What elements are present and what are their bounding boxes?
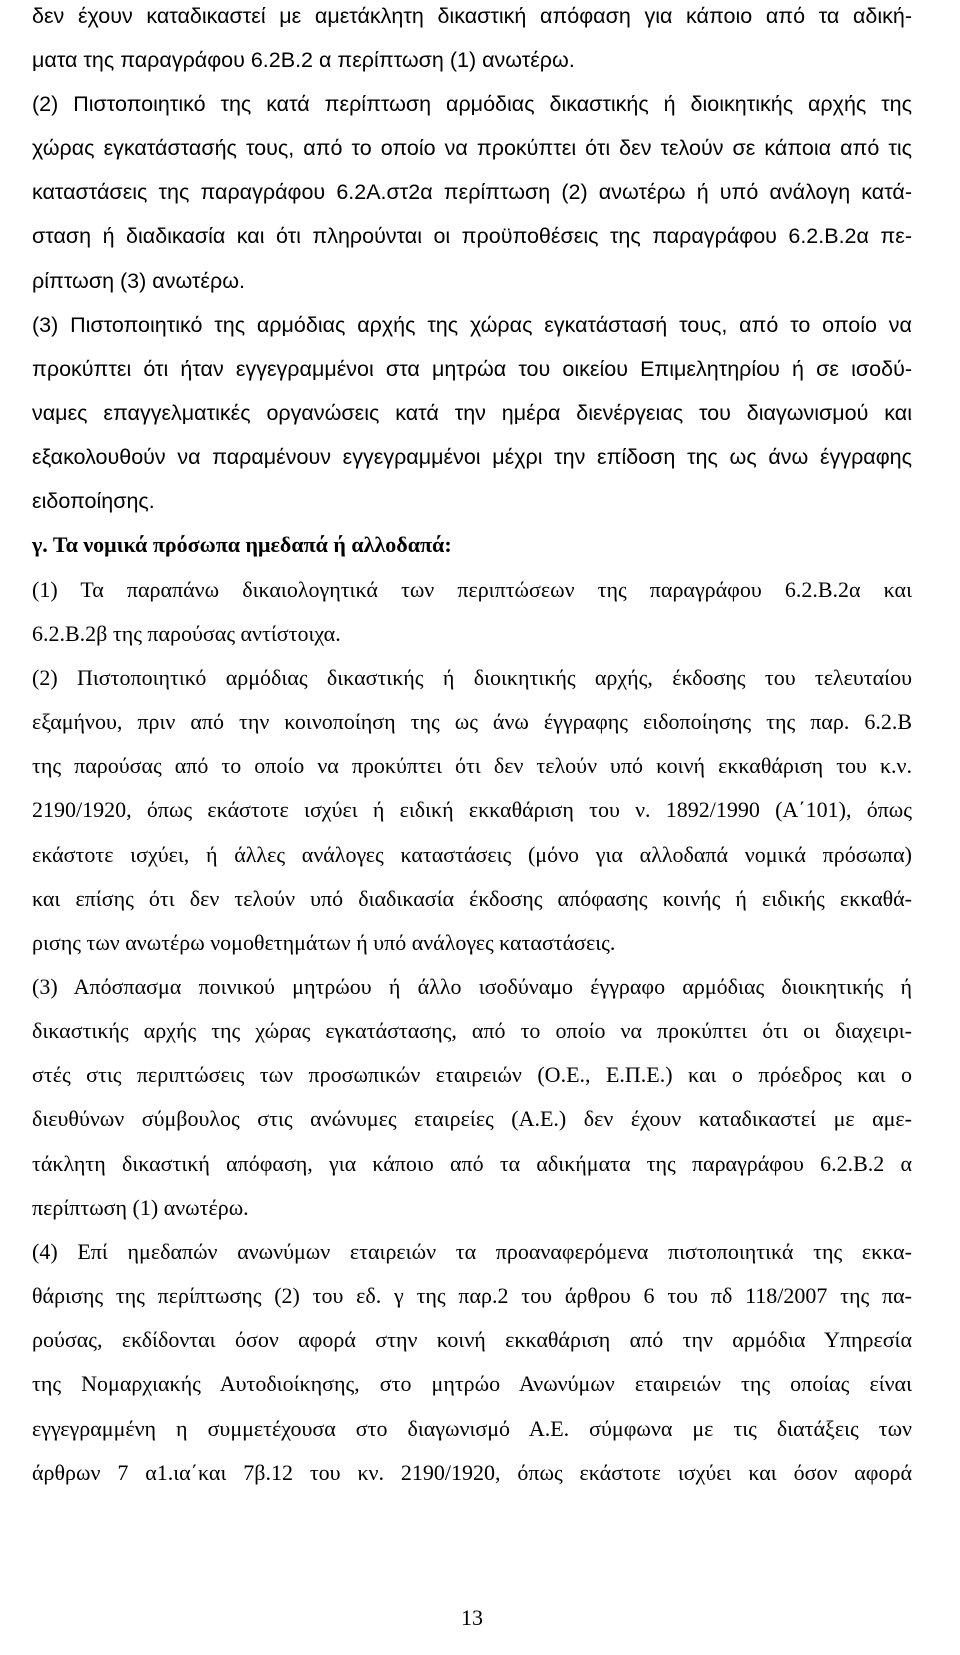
text-line: προκύπτει ότι ήταν εγγεγραμμένοι στα μητρώα του οικείου Επιμελητηρίου ή σε ισοδύ- xyxy=(32,357,912,381)
text-line: ρισης των ανωτέρω νομοθετημάτων ή υπό ανάλογες καταστάσεις. xyxy=(32,930,616,955)
text-line: δικαστικής αρχής της χώρας εγκατάστασης, από το οποίο να προκύπτει ότι οι διαχειρι- xyxy=(32,1018,912,1043)
text-line: περίπτωση (1) ανωτέρω. xyxy=(32,1195,249,1220)
text-line: (4) Επί ημεδαπών ανωνύμων εταιρειών τα προαναφερόμενα πιστοποιητικά της εκκα- xyxy=(32,1239,912,1264)
text-line: εξαμήνου, πριν από την κοινοποίηση της ως άνω έγγραφης ειδοποίησης της παρ. 6.2.Β xyxy=(32,709,912,734)
text-line: 2190/1920, όπως εκάστοτε ισχύει ή ειδική εκκαθάριση του ν. 1892/1990 (Α΄101), όπως xyxy=(32,797,912,822)
text-line: (2) Πιστοποιητικό της κατά περίπτωση αρμόδιας δικαστικής ή διοικητικής αρχής της xyxy=(32,92,912,116)
text-line: της παρούσας από το οποίο να προκύπτει ότι δεν τελούν υπό κοινή εκκαθάριση του κ.ν. xyxy=(32,753,912,778)
text-line: άρθρων 7 α1.ια΄και 7β.12 του κν. 2190/1920, όπως εκάστοτε ισχύει και όσον αφορά xyxy=(32,1460,912,1485)
text-line: σταση ή διαδικασία και ότι πληρούνται οι προϋποθέσεις της παραγράφου 6.2.Β.2α πε- xyxy=(32,224,912,248)
text-line: διευθύνων σύμβουλος στις ανώνυμες εταιρείες (Α.Ε.) δεν έχουν καταδικαστεί με αμε- xyxy=(32,1106,912,1131)
text-line: στές στις περιπτώσεις των προσωπικών εταιρειών (Ο.Ε., Ε.Π.Ε.) και ο πρόεδρος και ο xyxy=(32,1062,912,1087)
text-line: ρίπτωση (3) ανωτέρω. xyxy=(32,269,245,293)
page-number: 13 xyxy=(461,1605,483,1630)
text-line: θάρισης της περίπτωσης (2) του εδ. γ της παρ.2 του άρθρου 6 του πδ 118/2007 της πα- xyxy=(32,1283,912,1308)
text-line: και επίσης ότι δεν τελούν υπό διαδικασία έκδοσης απόφασης κοινής ή ειδικής εκκαθά- xyxy=(32,886,912,911)
section-heading: γ. Τα νομικά πρόσωπα ημεδαπά ή αλλοδαπά: xyxy=(32,532,452,557)
text-line: καταστάσεις της παραγράφου 6.2Α.στ2α περίπτωση (2) ανωτέρω ή υπό ανάλογη κατά- xyxy=(32,180,912,204)
text-line: εκάστοτε ισχύει, ή άλλες ανάλογες καταστάσεις (μόνο για αλλοδαπά νομικά πρόσωπα) xyxy=(32,842,912,867)
text-line: (1) Τα παραπάνω δικαιολογητικά των περιπτώσεων της παραγράφου 6.2.Β.2α και xyxy=(32,577,912,602)
text-line: ναμες επαγγελματικές οργανώσεις κατά την ημέρα διενέργειας του διαγωνισμού και xyxy=(32,401,912,425)
text-line: χώρας εγκατάστασής τους, από το οποίο να προκύπτει ότι δεν τελούν σε κάποια από τις xyxy=(32,136,912,160)
text-line: 6.2.Β.2β της παρούσας αντίστοιχα. xyxy=(32,621,341,646)
text-line: ματα της παραγράφου 6.2Β.2 α περίπτωση (1) ανωτέρω. xyxy=(32,48,575,72)
text-line: δεν έχουν καταδικαστεί με αμετάκλητη δικαστική απόφαση για κάποιο από τα αδική- xyxy=(32,4,912,28)
text-line: της Νομαρχιακής Αυτοδιοίκησης, στο μητρώο Ανωνύμων εταιρειών της οποίας είναι xyxy=(32,1371,912,1396)
text-line: τάκλητη δικαστική απόφαση, για κάποιο από τα αδικήματα της παραγράφου 6.2.Β.2 α xyxy=(32,1151,912,1176)
text-line: (2) Πιστοποιητικό αρμόδιας δικαστικής ή διοικητικής αρχής, έκδοσης του τελευταίου xyxy=(32,665,912,690)
text-line: (3) Πιστοποιητικό της αρμόδιας αρχής της χώρας εγκατάστασή τους, από το οποίο να xyxy=(32,313,912,337)
text-line: (3) Απόσπασμα ποινικού μητρώου ή άλλο ισοδύναμο έγγραφο αρμόδιας διοικητικής ή xyxy=(32,974,912,999)
text-line: ρούσας, εκδίδονται όσον αφορά στην κοινή εκκαθάριση από την αρμόδια Υπηρεσία xyxy=(32,1327,912,1352)
text-line: εξακολουθούν να παραμένουν εγγεγραμμένοι μέχρι την επίδοση της ως άνω έγγραφης xyxy=(32,445,912,469)
text-line: ειδοποίησης. xyxy=(32,489,155,513)
text-line: εγγεγραμμένη η συμμετέχουσα στο διαγωνισμό Α.Ε. σύμφωνα με τις διατάξεις των xyxy=(32,1416,912,1441)
